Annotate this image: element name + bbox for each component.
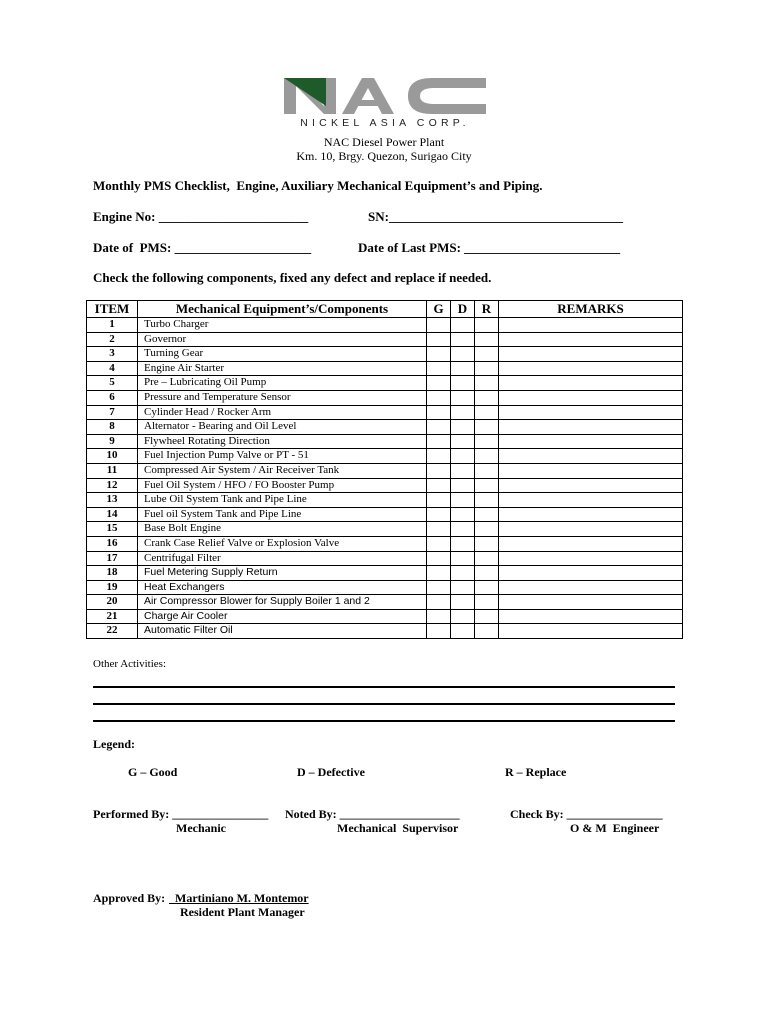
table-row [87,420,683,435]
noted-by-field[interactable]: Noted By: ____________________ [285,807,460,821]
defective-checkbox[interactable] [451,420,475,435]
remarks-cell[interactable] [499,463,683,478]
header-defective: D [451,301,475,318]
defective-checkbox[interactable] [451,595,475,610]
defective-checkbox[interactable] [451,347,475,362]
item-number: 15 [87,522,138,537]
replace-checkbox[interactable] [475,332,499,347]
good-checkbox[interactable] [427,434,451,449]
item-number: 5 [87,376,138,391]
remarks-cell[interactable] [499,624,683,639]
replace-checkbox[interactable] [475,595,499,610]
replace-checkbox[interactable] [475,478,499,493]
defective-checkbox[interactable] [451,405,475,420]
component-name: Cylinder Head / Rocker Arm [138,405,427,420]
good-checkbox[interactable] [427,347,451,362]
good-checkbox[interactable] [427,580,451,595]
component-name: Fuel Injection Pump Valve or PT - 51 [138,449,427,464]
replace-checkbox[interactable] [475,609,499,624]
table-row [87,318,683,333]
approver-title: Resident Plant Manager [180,905,305,919]
good-checkbox[interactable] [427,595,451,610]
approved-by-label: Approved By: [93,891,166,905]
replace-checkbox[interactable] [475,347,499,362]
legend-good: G – Good [128,765,178,779]
defective-checkbox[interactable] [451,434,475,449]
component-name: Engine Air Starter [138,361,427,376]
remarks-cell[interactable] [499,361,683,376]
document-title: Monthly PMS Checklist, Engine, Auxiliary Mechanical Equipment’s and Piping. [93,178,543,193]
component-name: Fuel Oil System / HFO / FO Booster Pump [138,478,427,493]
component-name: Pressure and Temperature Sensor [138,390,427,405]
component-name: Centrifugal Filter [138,551,427,566]
good-checkbox[interactable] [427,536,451,551]
remarks-cell[interactable] [499,449,683,464]
date-last-pms-field[interactable]: Date of Last PMS: ________________________ [358,240,621,255]
replace-checkbox[interactable] [475,405,499,420]
defective-checkbox[interactable] [451,463,475,478]
item-number: 14 [87,507,138,522]
component-name: Alternator - Bearing and Oil Level [138,420,427,435]
other-activities-line-2[interactable] [93,703,675,705]
item-number: 13 [87,493,138,508]
good-checkbox[interactable] [427,551,451,566]
component-name: Automatic Filter Oil [138,624,427,639]
component-name: Compressed Air System / Air Receiver Tank [138,463,427,478]
table-row [87,580,683,595]
defective-checkbox[interactable] [451,318,475,333]
replace-checkbox[interactable] [475,522,499,537]
header-replace: R [475,301,499,318]
engine-no-field[interactable]: Engine No: _______________________ [93,209,309,224]
table-row [87,449,683,464]
component-name: Turbo Charger [138,318,427,333]
company-logo [282,76,488,128]
good-checkbox[interactable] [427,405,451,420]
company-name: NICKEL ASIA CORP. [300,117,470,129]
om-engineer-label: O & M Engineer [570,821,660,835]
date-pms-field[interactable]: Date of PMS: _____________________ [93,240,312,255]
table-row [87,624,683,639]
header-item: ITEM [87,301,138,318]
replace-checkbox[interactable] [475,493,499,508]
replace-checkbox[interactable] [475,566,499,581]
good-checkbox[interactable] [427,318,451,333]
table-header-row [87,301,683,318]
item-number: 17 [87,551,138,566]
instruction-text: Check the following components, fixed any defect and replace if needed. [93,270,492,285]
performed-by-field[interactable]: Performed By: ________________ [93,807,269,821]
item-number: 12 [87,478,138,493]
remarks-cell[interactable] [499,580,683,595]
table-row [87,478,683,493]
replace-checkbox[interactable] [475,318,499,333]
component-name: Lube Oil System Tank and Pipe Line [138,493,427,508]
table-row [87,361,683,376]
remarks-cell[interactable] [499,566,683,581]
defective-checkbox[interactable] [451,507,475,522]
remarks-cell[interactable] [499,434,683,449]
table-row [87,405,683,420]
item-number: 22 [87,624,138,639]
item-number: 1 [87,318,138,333]
item-number: 19 [87,580,138,595]
defective-checkbox[interactable] [451,536,475,551]
remarks-cell[interactable] [499,609,683,624]
replace-checkbox[interactable] [475,434,499,449]
item-number: 10 [87,449,138,464]
defective-checkbox[interactable] [451,376,475,391]
plant-address: Km. 10, Brgy. Quezon, Surigao City [296,149,472,163]
remarks-cell[interactable] [499,390,683,405]
good-checkbox[interactable] [427,493,451,508]
remarks-cell[interactable] [499,493,683,508]
table-row [87,434,683,449]
header-component: Mechanical Equipment’s/Components [138,301,427,318]
replace-checkbox[interactable] [475,449,499,464]
replace-checkbox[interactable] [475,551,499,566]
table-row [87,609,683,624]
remarks-cell[interactable] [499,595,683,610]
replace-checkbox[interactable] [475,390,499,405]
component-name: Fuel Metering Supply Return [138,566,427,581]
component-name: Charge Air Cooler [138,609,427,624]
defective-checkbox[interactable] [451,449,475,464]
item-number: 3 [87,347,138,362]
other-activities-line-3[interactable] [93,720,675,722]
component-name: Crank Case Relief Valve or Explosion Valve [138,536,427,551]
replace-checkbox[interactable] [475,463,499,478]
table-row [87,536,683,551]
defective-checkbox[interactable] [451,478,475,493]
defective-checkbox[interactable] [451,522,475,537]
sn-field[interactable]: SN:____________________________________ [368,209,623,224]
defective-checkbox[interactable] [451,551,475,566]
component-name: Turning Gear [138,347,427,362]
item-number: 18 [87,566,138,581]
defective-checkbox[interactable] [451,361,475,376]
header-good: G [427,301,451,318]
replace-checkbox[interactable] [475,507,499,522]
defective-checkbox[interactable] [451,609,475,624]
good-checkbox[interactable] [427,390,451,405]
defective-checkbox[interactable] [451,332,475,347]
legend-defective: D – Defective [297,765,365,779]
item-number: 20 [87,595,138,610]
replace-checkbox[interactable] [475,376,499,391]
remarks-cell[interactable] [499,507,683,522]
good-checkbox[interactable] [427,463,451,478]
table-row [87,595,683,610]
component-name: Base Bolt Engine [138,522,427,537]
good-checkbox[interactable] [427,507,451,522]
approved-by-name: Martiniano M. Montemor [169,891,309,905]
mech-supervisor-label: Mechanical Supervisor [337,821,459,835]
table-row [87,463,683,478]
good-checkbox[interactable] [427,420,451,435]
item-number: 6 [87,390,138,405]
remarks-cell[interactable] [499,318,683,333]
remarks-cell[interactable] [499,551,683,566]
replace-checkbox[interactable] [475,420,499,435]
checklist-table [86,300,683,639]
good-checkbox[interactable] [427,624,451,639]
plant-name: NAC Diesel Power Plant [323,135,445,149]
replace-checkbox[interactable] [475,361,499,376]
defective-checkbox[interactable] [451,624,475,639]
table-row [87,566,683,581]
good-checkbox[interactable] [427,332,451,347]
nac-logo-icon [282,76,488,116]
item-number: 9 [87,434,138,449]
other-activities-line-1[interactable] [93,686,675,688]
remarks-cell[interactable] [499,405,683,420]
mechanic-label: Mechanic [176,821,226,835]
good-checkbox[interactable] [427,522,451,537]
component-name: Pre – Lubricating Oil Pump [138,376,427,391]
defective-checkbox[interactable] [451,390,475,405]
check-by-field[interactable]: Check By: ________________ [510,807,663,821]
item-number: 8 [87,420,138,435]
good-checkbox[interactable] [427,361,451,376]
good-checkbox[interactable] [427,566,451,581]
legend-replace: R – Replace [505,765,567,779]
item-number: 2 [87,332,138,347]
replace-checkbox[interactable] [475,624,499,639]
header-remarks: REMARKS [499,301,683,318]
remarks-cell[interactable] [499,522,683,537]
good-checkbox[interactable] [427,376,451,391]
remarks-cell[interactable] [499,420,683,435]
table-row [87,551,683,566]
remarks-cell[interactable] [499,347,683,362]
item-number: 21 [87,609,138,624]
remarks-cell[interactable] [499,376,683,391]
good-checkbox[interactable] [427,449,451,464]
table-row [87,390,683,405]
component-name: Governor [138,332,427,347]
defective-checkbox[interactable] [451,493,475,508]
component-name: Heat Exchangers [138,580,427,595]
replace-checkbox[interactable] [475,536,499,551]
remarks-cell[interactable] [499,332,683,347]
table-row [87,507,683,522]
remarks-cell[interactable] [499,478,683,493]
item-number: 11 [87,463,138,478]
good-checkbox[interactable] [427,609,451,624]
item-number: 4 [87,361,138,376]
item-number: 7 [87,405,138,420]
component-name: Air Compressor Blower for Supply Boiler 1 and 2 [138,595,427,610]
table-row [87,376,683,391]
good-checkbox[interactable] [427,478,451,493]
table-row [87,493,683,508]
table-row [87,522,683,537]
other-activities-label: Other Activities: [93,658,167,670]
component-name: Fuel oil System Tank and Pipe Line [138,507,427,522]
defective-checkbox[interactable] [451,566,475,581]
table-row [87,347,683,362]
table-row [87,332,683,347]
defective-checkbox[interactable] [451,580,475,595]
remarks-cell[interactable] [499,536,683,551]
replace-checkbox[interactable] [475,580,499,595]
component-name: Flywheel Rotating Direction [138,434,427,449]
item-number: 16 [87,536,138,551]
legend-title: Legend: [93,737,135,751]
